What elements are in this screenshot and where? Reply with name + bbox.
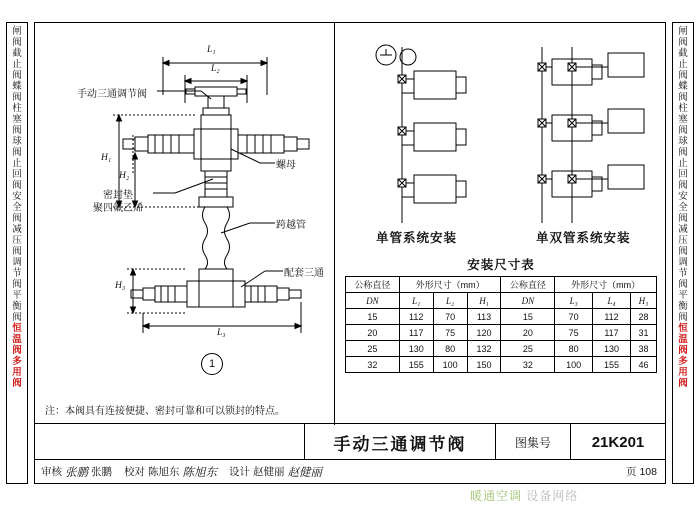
rail-char: 截: [678, 48, 688, 59]
cell-h3: 38: [630, 341, 656, 357]
drawing-title: 手动三通调节阀: [333, 434, 467, 454]
rail-char: 阀: [12, 70, 22, 81]
sig-design-hand: 赵健丽: [287, 466, 322, 479]
table-row: [346, 309, 657, 325]
rail-char: 闸: [12, 26, 22, 37]
title-block: [35, 423, 665, 483]
rail-char: 用: [12, 367, 22, 378]
drawing-note: 注：本阀具有连接便捷、密封可靠和可以锁封的特点。: [45, 406, 285, 417]
rail-char: 多: [12, 356, 22, 367]
rail-char: 恒: [12, 323, 22, 334]
atlas-number-label: 图集号: [495, 424, 570, 460]
rail-char: 阀: [12, 213, 22, 224]
cell-l1: 155: [399, 357, 433, 373]
col-dn-left: DN: [346, 293, 400, 309]
rail-char: 阀: [12, 345, 22, 356]
rail-char: 温: [678, 334, 688, 345]
cell-l2: 70: [433, 309, 467, 325]
cell-h1: 150: [467, 357, 501, 373]
left-drawing-panel: [35, 23, 335, 425]
rail-char: 节: [678, 268, 688, 279]
group-dims-left: 外形尺寸（mm）: [399, 277, 501, 293]
rail-char: 截: [12, 48, 22, 59]
rail-char: 阀: [678, 378, 688, 389]
cell-l4: 117: [593, 325, 631, 341]
rail-char: 塞: [678, 114, 688, 125]
rail-char: 阀: [12, 92, 22, 103]
cell-l2: 100: [433, 357, 467, 373]
callout-bypass-pipe: 跨越管: [276, 220, 306, 231]
callout-seal-gasket: 密封垫: [103, 190, 133, 201]
group-dims-right: 外形尺寸（mm）: [555, 277, 657, 293]
callout-ptfe: 聚四氟乙烯: [93, 203, 143, 214]
dim-H3: H₃: [115, 281, 126, 291]
table-row: [346, 357, 657, 373]
callout-nut: 螺母: [276, 160, 296, 171]
rail-char: 阀: [12, 246, 22, 257]
cell-l3: 70: [555, 309, 593, 325]
rail-char: 球: [12, 136, 22, 147]
cell-dn-right: 15: [501, 309, 555, 325]
page-number: 108: [639, 466, 657, 478]
right-index-rail: [672, 22, 694, 484]
col-l4: L₄: [593, 293, 631, 309]
detail-marker: 1: [201, 353, 223, 375]
table-row: [346, 341, 657, 357]
callout-manual-three-way-valve: 手动三通调节阀: [77, 89, 147, 100]
title-block-blank: [35, 424, 305, 460]
rail-char: 闸: [678, 26, 688, 37]
rail-char: 调: [678, 257, 688, 268]
cell-h3: 28: [630, 309, 656, 325]
col-l1: L₁: [399, 293, 433, 309]
cell-dn-right: 32: [501, 357, 555, 373]
rail-char: 阀: [678, 180, 688, 191]
rail-char: 减: [12, 224, 22, 235]
cell-h1: 113: [467, 309, 501, 325]
rail-char: 止: [678, 59, 688, 70]
col-l2: L₂: [433, 293, 467, 309]
rail-char: 塞: [12, 114, 22, 125]
cell-h1: 132: [467, 341, 501, 357]
rail-char: 阀: [678, 213, 688, 224]
cell-h1: 120: [467, 325, 501, 341]
rail-char: 回: [678, 169, 688, 180]
sig-review-name: 张鹏: [91, 466, 112, 478]
rail-char: 阀: [12, 37, 22, 48]
cell-l3: 100: [555, 357, 593, 373]
table-group-header-row: [346, 277, 657, 293]
rail-char: 安: [12, 191, 22, 202]
rail-char: 阀: [678, 246, 688, 257]
rail-char: 调: [12, 257, 22, 268]
rail-char: 阀: [12, 312, 22, 323]
sig-check-name: 陈旭东: [148, 466, 180, 478]
rail-char: 阀: [678, 92, 688, 103]
rail-char: 平: [12, 290, 22, 301]
rail-char: 阀: [12, 279, 22, 290]
callout-matching-tee: 配套三通: [284, 268, 324, 279]
sig-check-label: 校对: [124, 466, 145, 478]
col-l3: L₃: [555, 293, 593, 309]
sig-check: [118, 464, 223, 480]
left-index-rail: [6, 22, 28, 484]
rail-char: 衡: [678, 301, 688, 312]
table-row: [346, 325, 657, 341]
rail-char: 压: [678, 235, 688, 246]
rail-char: 节: [12, 268, 22, 279]
group-dn-right: 公称直径: [501, 277, 555, 293]
dim-H1: H₁: [101, 153, 112, 163]
sig-review: [35, 464, 118, 480]
sig-design: [223, 464, 328, 480]
rail-char: 阀: [12, 180, 22, 191]
rail-char: 球: [678, 136, 688, 147]
rail-char: 全: [678, 202, 688, 213]
cell-l4: 112: [593, 309, 631, 325]
rail-char: 止: [12, 158, 22, 169]
cell-dn-left: 20: [346, 325, 400, 341]
rail-char: 阀: [678, 37, 688, 48]
cell-l3: 75: [555, 325, 593, 341]
rail-char: 蝶: [12, 81, 22, 92]
rail-char: 阀: [678, 70, 688, 81]
rail-char: 衡: [12, 301, 22, 312]
col-dn-right: DN: [501, 293, 555, 309]
page-indicator: [626, 464, 665, 479]
cell-h3: 31: [630, 325, 656, 341]
table-title: 安装尺寸表: [467, 258, 535, 272]
rail-char: 阀: [12, 378, 22, 389]
rail-char: 安: [678, 191, 688, 202]
rail-char: 平: [678, 290, 688, 301]
rail-char: 回: [12, 169, 22, 180]
rail-char: 止: [12, 59, 22, 70]
rail-char: 阀: [678, 312, 688, 323]
drawing-frame: [34, 22, 666, 484]
cell-dn-left: 32: [346, 357, 400, 373]
cell-l3: 80: [555, 341, 593, 357]
cell-l2: 80: [433, 341, 467, 357]
cell-l4: 130: [593, 341, 631, 357]
sig-review-hand: 张鹏: [65, 466, 88, 479]
watermark-left: 暖通空调: [470, 489, 523, 503]
rail-char: 阀: [678, 279, 688, 290]
caption-single-pipe-system: 单管系统安装: [376, 231, 458, 245]
rail-char: 减: [678, 224, 688, 235]
sig-check-hand: 陈旭东: [182, 466, 217, 479]
watermark-right: 设备网络: [526, 489, 579, 503]
table-sub-header-row: [346, 293, 657, 309]
rail-char: 止: [678, 158, 688, 169]
rail-char: 温: [12, 334, 22, 345]
dim-L2: L₂: [211, 64, 220, 74]
col-h3: H₃: [630, 293, 656, 309]
cell-l2: 75: [433, 325, 467, 341]
dim-H2: H₂: [119, 171, 130, 181]
cell-h3: 46: [630, 357, 656, 373]
cell-l1: 130: [399, 341, 433, 357]
page-label: 页: [626, 466, 637, 478]
rail-char: 阀: [678, 345, 688, 356]
dim-L3: L₃: [217, 328, 226, 338]
rail-char: 压: [12, 235, 22, 246]
signature-row: [35, 460, 665, 483]
sig-design-name: 赵健丽: [253, 466, 285, 478]
cell-dn-right: 20: [501, 325, 555, 341]
cell-dn-right: 25: [501, 341, 555, 357]
sig-review-label: 审核: [41, 466, 62, 478]
rail-char: 柱: [678, 103, 688, 114]
rail-char: 蝶: [678, 81, 688, 92]
atlas-number: 21K201: [570, 424, 665, 460]
rail-char: 恒: [678, 323, 688, 334]
watermark: [470, 487, 578, 504]
size-table: [345, 276, 657, 373]
cell-l4: 155: [593, 357, 631, 373]
cell-l1: 112: [399, 309, 433, 325]
installation-size-table: [345, 255, 657, 373]
caption-single-double-pipe-system: 单双管系统安装: [536, 231, 631, 245]
rail-char: 柱: [12, 103, 22, 114]
cell-l1: 117: [399, 325, 433, 341]
rail-char: 阀: [678, 147, 688, 158]
rail-char: 全: [12, 202, 22, 213]
group-dn-left: 公称直径: [346, 277, 400, 293]
rail-char: 多: [678, 356, 688, 367]
rail-char: 阀: [12, 147, 22, 158]
rail-char: 阀: [678, 125, 688, 136]
rail-char: 阀: [12, 125, 22, 136]
cell-dn-left: 25: [346, 341, 400, 357]
sig-design-label: 设计: [229, 466, 250, 478]
rail-char: 用: [678, 367, 688, 378]
cell-dn-left: 15: [346, 309, 400, 325]
col-h1: H₁: [467, 293, 501, 309]
dim-L1: L₁: [207, 45, 216, 55]
title-block-main: [35, 424, 665, 460]
